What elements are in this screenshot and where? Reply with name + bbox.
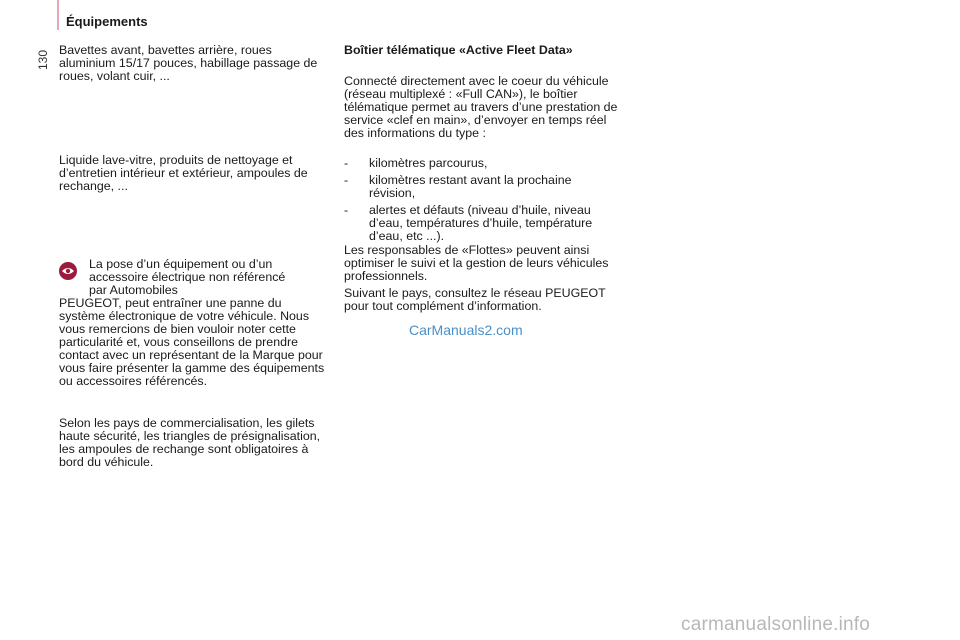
watermark-online: carmanualsonline.info — [681, 614, 871, 635]
watermark-carmanuals: CarManuals2.com — [409, 322, 523, 338]
page-title: Équipements — [66, 14, 148, 29]
paragraph-fleet: Les responsables de «Flottes» peuvent ainsi optimiser le suivi et la gestion de leurs véhicules professionnels. — [344, 243, 609, 283]
list-item — [344, 174, 619, 200]
paragraph-products: Liquide lave-vitre, produits de nettoyage et d’entretien intérieur et extérieur, ampoules de rechange, ... — [59, 153, 308, 193]
paragraph-accessories: Bavettes avant, bavettes arrière, roues aluminium 15/17 pouces, habillage passage de roues, volant cuir, ... — [59, 43, 318, 83]
list-dash: - — [344, 203, 349, 217]
header-rule — [57, 0, 59, 30]
note-body: PEUGEOT, peut entraîner une panne du système électronique de votre véhicule. Nous vous remercions de bien vouloir noter cette particularité et, vous conseillons de prendre contact avec un représentant de la Marque pour vous faire présenter la gamme des équipements ou accessoires référencés. — [59, 296, 325, 388]
note-lead: La pose d’un équipement ou d’un accessoire électrique non référencé par Automobiles — [89, 257, 286, 297]
eye-icon — [59, 262, 77, 280]
section-heading: Boîtier télématique «Active Fleet Data» — [344, 43, 573, 57]
info-list — [344, 157, 619, 247]
paragraph-country: Suivant le pays, consultez le réseau PEUGEOT pour tout complément d’information. — [344, 286, 606, 313]
list-dash: - — [344, 173, 349, 187]
paragraph-intro: Connecté directement avec le coeur du véhicule (réseau multiplexé : «Full CAN»), le boîtier télématique permet au travers d’une prestation de service «clef en main», d’envoyer en temps réel des informations du type : — [344, 74, 618, 140]
paragraph-safety: Selon les pays de commercialisation, les gilets haute sécurité, les triangles de présignalisation, les ampoules de rechange sont obligatoires à bord du véhicule. — [59, 416, 321, 469]
page-number: 130 — [36, 49, 50, 70]
list-item — [344, 157, 619, 170]
list-dash: - — [344, 156, 349, 170]
list-item-text: kilomètres parcourus, — [369, 156, 488, 170]
list-item-text: kilomètres restant avant la prochaine révision, — [369, 173, 572, 200]
list-item — [344, 204, 619, 243]
list-item-text: alertes et défauts (niveau d’huile, niveau d’eau, températures d’huile, température d’eau, etc ...). — [369, 203, 593, 243]
